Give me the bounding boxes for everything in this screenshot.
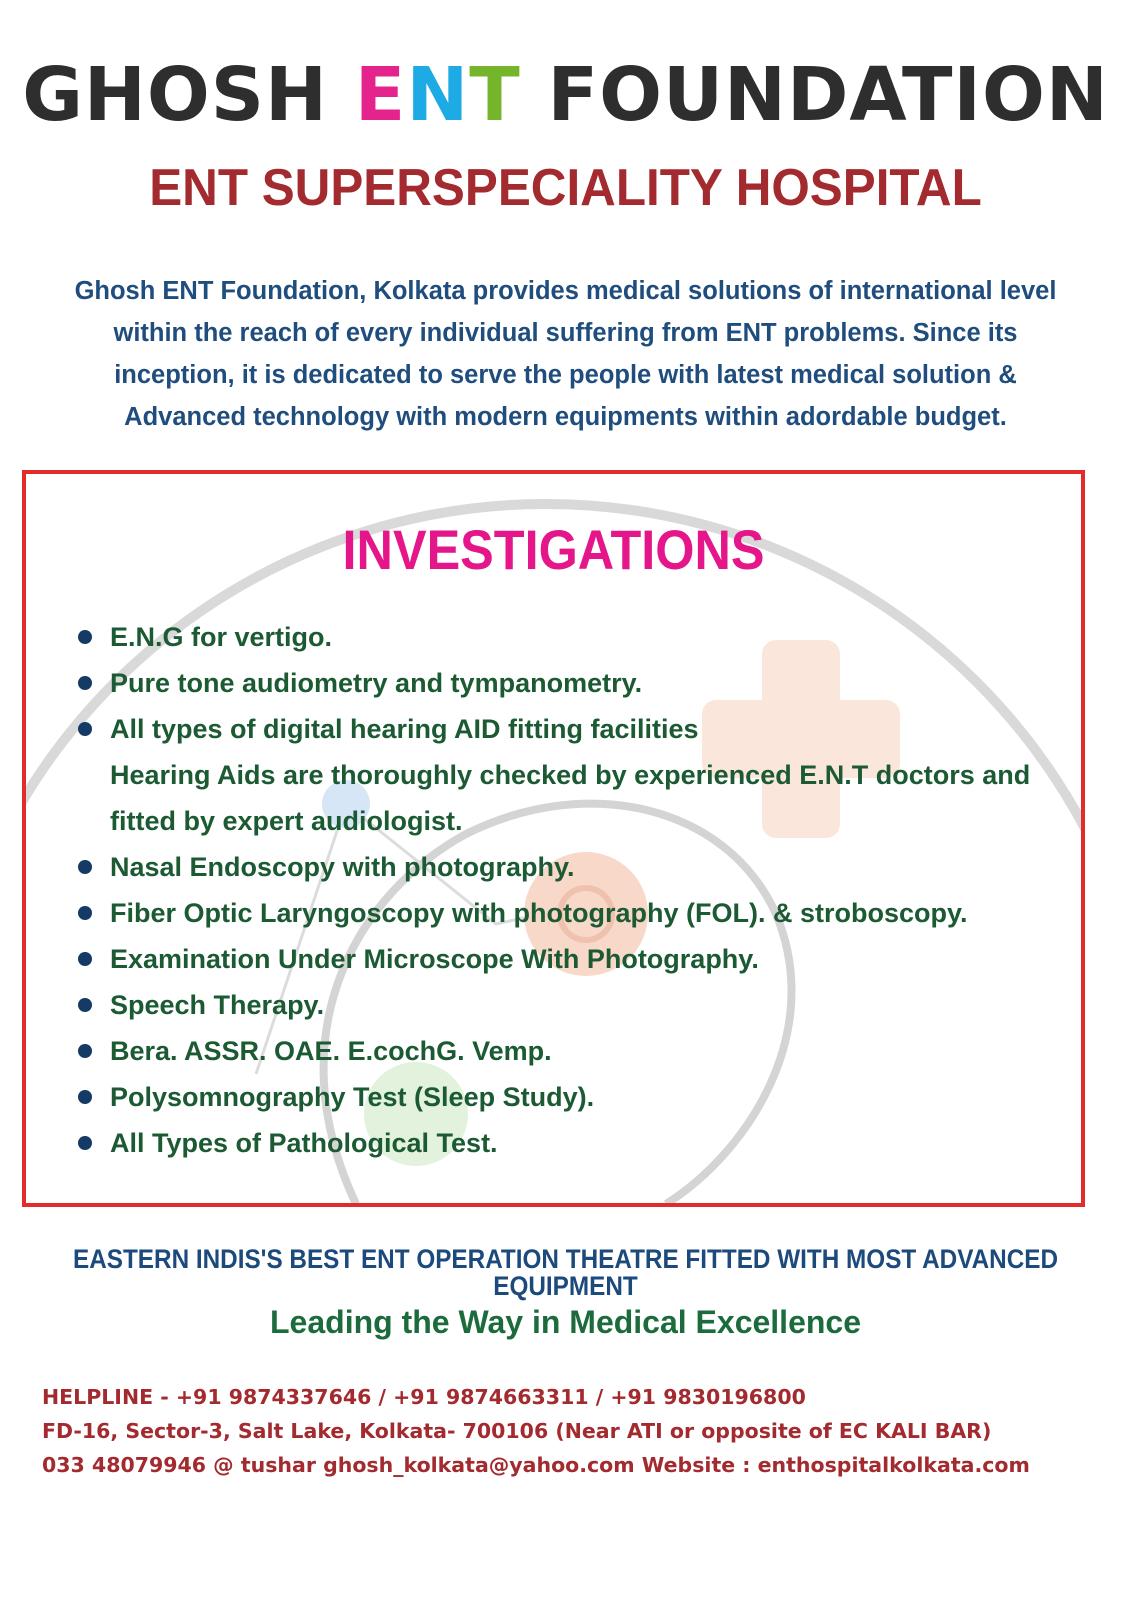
list-item-text: All types of digital hearing AID fitting facilities — [110, 714, 699, 744]
contact-block — [42, 1380, 1102, 1482]
list-item-text: Fiber Optic Laryngoscopy with photography (FOL). & stroboscopy. — [110, 898, 968, 928]
bullet-icon — [78, 952, 92, 966]
list-item-text: Examination Under Microscope With Photography. — [110, 944, 759, 974]
bullet-icon — [78, 998, 92, 1012]
bullet-icon — [78, 1044, 92, 1058]
list-item-continuation: fitted by expert audiologist. — [110, 806, 463, 836]
list-item — [76, 614, 1066, 660]
list-item-text: Speech Therapy. — [110, 990, 325, 1020]
bullet-icon — [78, 1136, 92, 1150]
list-item — [76, 936, 1066, 982]
intro-paragraph — [40, 270, 1091, 438]
title-ent-n: N — [406, 52, 470, 138]
helpline: HELPLINE - +91 9874337646 / +91 9874663311 / +91 9830196800 — [42, 1385, 806, 1409]
intro-line: Ghosh ENT Foundation, Kolkata provides medical solutions of international level — [74, 277, 1057, 305]
list-item-text: Nasal Endoscopy with photography. — [110, 852, 575, 882]
investigations-heading: INVESTIGATIONS — [342, 518, 765, 581]
intro-line: inception, it is dedicated to serve the people with latest medical solution & — [114, 361, 1017, 389]
bullet-icon — [78, 1090, 92, 1104]
list-item — [76, 844, 1066, 890]
list-item — [76, 706, 1066, 844]
email-website: 033 48079946 @ tushar ghosh_kolkata@yahoo.com Website : enthospitalkolkata.com — [42, 1453, 1030, 1477]
list-item-text: Bera. ASSR. OAE. E.cochG. Vemp. — [110, 1036, 552, 1066]
tagline: Leading the Way in Medical Excellence — [270, 1304, 861, 1340]
bullet-icon — [78, 860, 92, 874]
bullet-icon — [78, 722, 92, 736]
address: FD-16, Sector-3, Salt Lake, Kolkata- 700106 (Near ATI or opposite of EC KALI BAR) — [42, 1419, 992, 1443]
title-foundation: FOUNDATION — [520, 52, 1109, 138]
list-item — [76, 1028, 1066, 1074]
bullet-icon — [78, 676, 92, 690]
list-item-continuation: Hearing Aids are thoroughly checked by experienced E.N.T doctors and — [110, 760, 1031, 790]
list-item — [76, 982, 1066, 1028]
investigations-box — [22, 470, 1085, 1207]
list-item — [76, 1074, 1066, 1120]
list-item-text: Polysomnography Test (Sleep Study). — [110, 1082, 595, 1112]
foundation-title — [0, 52, 1131, 138]
intro-line: within the reach of every individual suffering from ENT problems. Since its — [113, 319, 1018, 347]
hospital-subtitle: ENT SUPERSPECIALITY HOSPITAL — [149, 159, 982, 217]
list-item-text: E.N.G for vertigo. — [110, 622, 333, 652]
bullet-icon — [78, 906, 92, 920]
title-ent-e: E — [354, 52, 407, 138]
title-ent-t: T — [469, 52, 521, 138]
bullet-icon — [78, 630, 92, 644]
list-item-text: Pure tone audiometry and tympanometry. — [110, 668, 643, 698]
list-item — [76, 660, 1066, 706]
list-item — [76, 890, 1066, 936]
list-item — [76, 1120, 1066, 1166]
operation-theatre-banner: EASTERN INDIS'S BEST ENT OPERATION THEATRE FITTED WITH MOST ADVANCED EQUIPMENT — [73, 1244, 1058, 1301]
list-item-text: All Types of Pathological Test. — [110, 1128, 498, 1158]
title-ghosh: GHOSH — [22, 52, 355, 138]
intro-line: Advanced technology with modern equipments within adordable budget. — [124, 403, 1007, 431]
investigations-list — [76, 614, 1066, 1166]
